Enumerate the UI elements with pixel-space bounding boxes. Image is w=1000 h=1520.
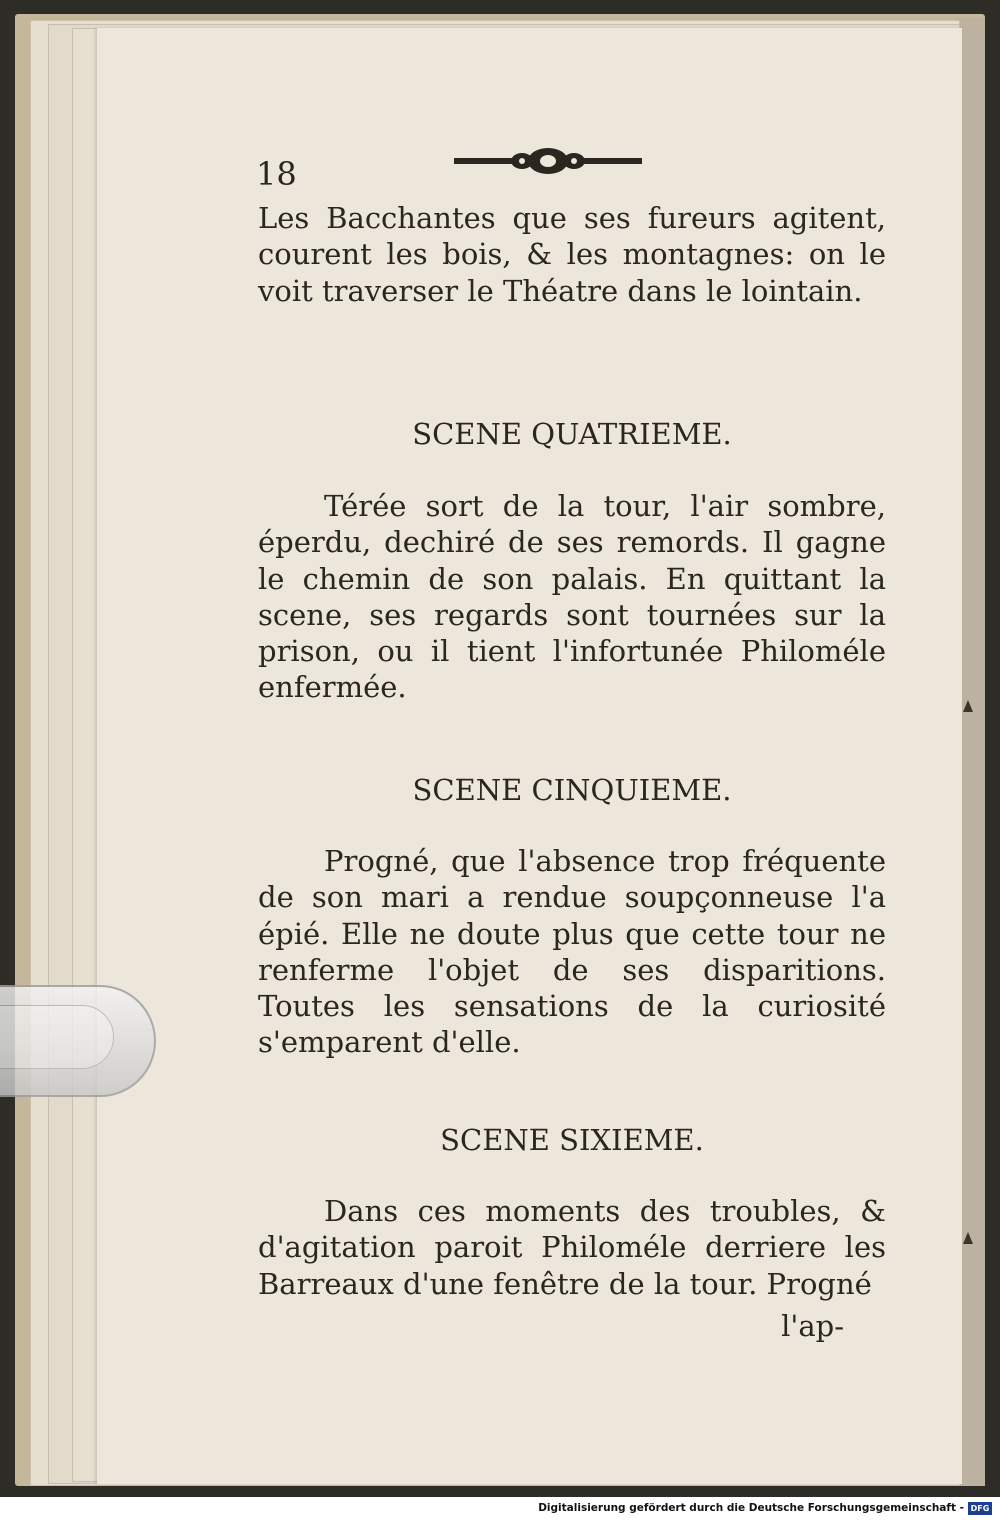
paragraph: Dans ces moments des troubles, & d'agitation paroit Philoméle derriere les Barreaux d'une fenêtre de la tour. Progné — [258, 1194, 886, 1301]
scene-heading: SCENE QUATRIEME. — [412, 417, 732, 451]
page-number: 18 — [256, 155, 297, 193]
ornament-icon — [452, 144, 644, 178]
scene-heading: SCENE SIXIEME. — [440, 1123, 704, 1157]
paragraph: Progné, que l'absence trop fréquente de son mari a rendue soupçonneuse l'a épié. Elle ne doute plus que cette tour ne renferme l'objet de ses disparitions. Toutes les sensations de la curiosité s'emparent d'elle. — [258, 844, 886, 1060]
paragraph: Les Bacchantes que ses fureurs agitent, courent les bois, & les montagnes: on le voit traverser le Théatre dans le lointain. — [258, 201, 886, 308]
footer-credit: Digitalisierung gefördert durch die Deutsche Forschungsgemeinschaft - — [538, 1502, 964, 1514]
catchword: l'ap- — [781, 1309, 844, 1343]
paragraph: Térée sort de la tour, l'air sombre, éperdu, dechiré de ses remords. Il gagne le chemin de son palais. En quittant la scene, ses regards sont tournées sur la prison, ou il tient l'infortunée Philoméle enfermée. — [258, 489, 886, 705]
dfg-logo-icon: DFG — [968, 1502, 992, 1515]
book-clip — [0, 985, 156, 1097]
book-clip-inner — [0, 1005, 114, 1069]
binding-thread-mark — [963, 700, 973, 712]
binding-thread-mark — [963, 1232, 973, 1244]
scene-heading: SCENE CINQUIEME. — [412, 773, 732, 807]
